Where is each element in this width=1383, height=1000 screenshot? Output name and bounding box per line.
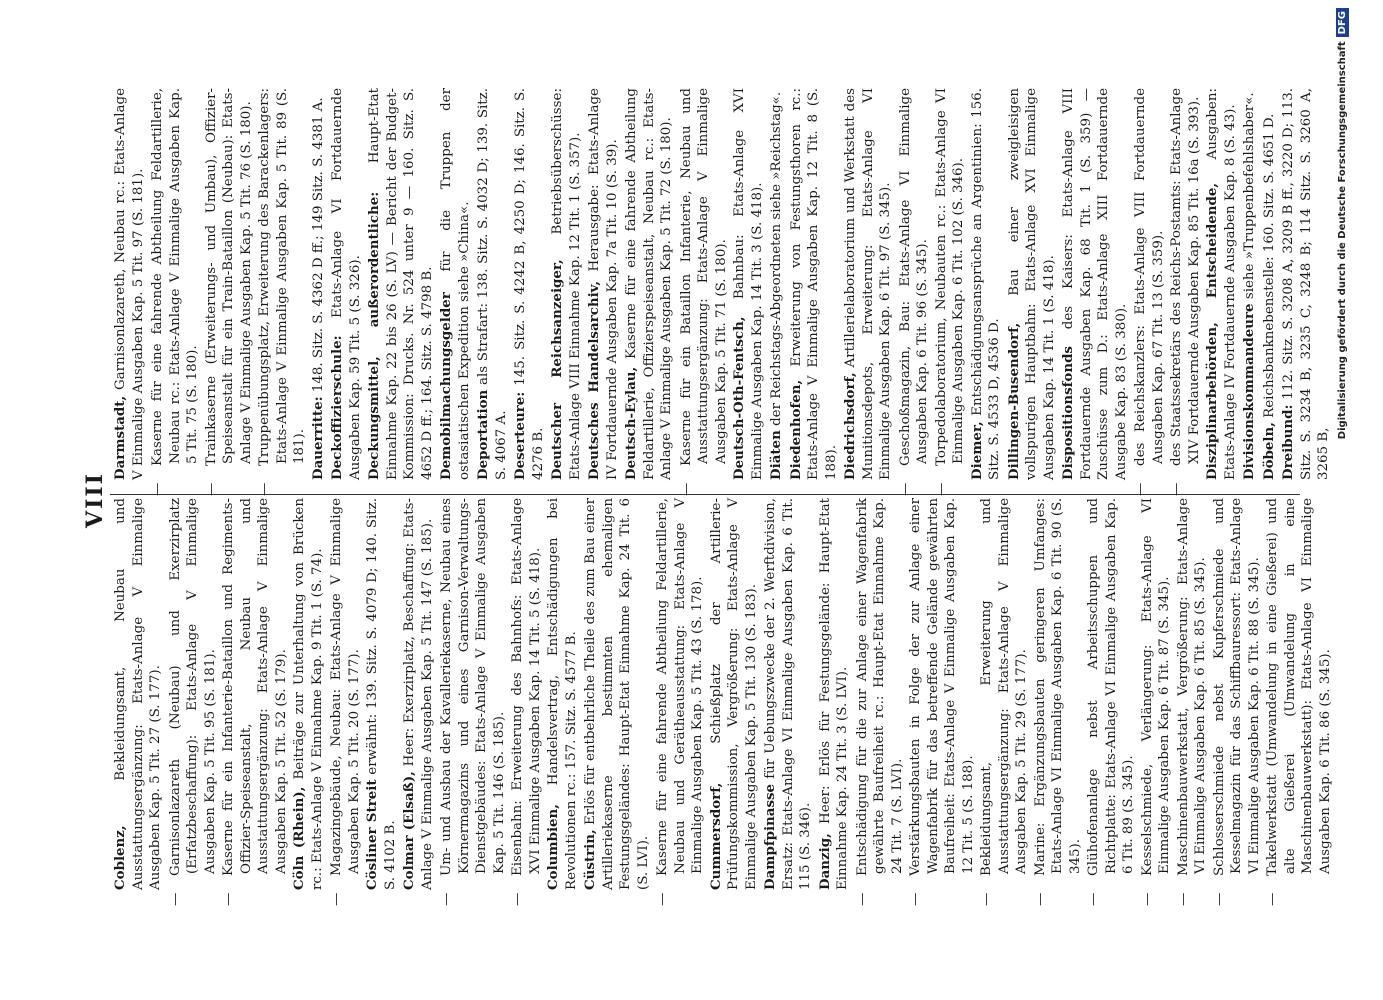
index-text: Beiträge zur Unterhaltung von Brücken rc.: Etats-Anlage V Einnahme Kap. 9 Tit. 1 (S. 74). [292,498,325,890]
index-subentry [1168,88,1203,496]
index-subentry [678,88,731,496]
index-text: Um- und Ausbau der Kavalleriekaserne, Neubau eines Körnermagazins und eines Garnison-Verwaltungs-Dienstgebäudes: Etats-Anlage V Einmalige Ausgaben Kap. 5 Tit. 146 (S. 185). [439,498,507,876]
index-keyword: Diemer, [968,421,985,480]
index-keyword: Deserteure: [512,391,528,480]
index-text: Takelwerkstatt (Umwandelung in eine Gießerei) und alte Gießerei (Umwandelung in eine Maschinenbauwerkstatt): Etats-Anlage VI Einmalige Ausgaben Kap. 6 Tit. 86 (S. 345). [1265,498,1333,876]
dash-marker: — [854,892,870,906]
index-entry [1261,88,1279,480]
index-subentry [438,498,508,906]
index-entry [475,88,510,480]
index-text: Heer: Exerzirplatz, Beschaffung: Etats-Anlage V Einmalige Ausgaben Kap. 5 Tit. 147 (S. 185). [402,498,435,890]
index-entry [582,498,652,890]
index-text: Kaserne für eine fahrende Abtheilung Feldartillerie, Neubau rc.: Etats-Anlage V Einmalige Ausgaben Kap. 5 Tit. 75 (S. 180). [150,88,200,466]
index-keyword: Döbeln, [1260,422,1277,480]
page-number: VIII [82,472,108,528]
index-text: Maschinenbauwerkstatt, Vergrößerung: Etats-Anlage VI Einmalige Ausgaben Kap. 6 Tit. 85 (S. 345). [1175,498,1208,876]
index-text: für die Truppen der ostasiatischen Expedition siehe »China«. [439,88,472,480]
index-text: Entschädigung für die zur Anlage einer Wagenfabrik gewährte Baufreiheit rc.: Haupt-Etat Einnahme Kap. 24 Tit. 7 (S. LVI). [854,498,905,876]
index-subentry [328,498,363,906]
index-text: des Kaisers: Etats-Anlage VIII Fortdauernde Ausgaben Kap. 68 Tit. 1 (S. 359) — Zuschüsse zum D.: Etats-Anlage XIII Fortdauernde Ausgabe Kap. 83 (S. 380). [1061,88,1129,480]
index-keyword: Dauerritte: [309,396,326,480]
index-keyword: Deckungsmittel, außerordentliche: [366,191,382,480]
dash-marker: — [203,482,219,496]
index-entry [1060,88,1130,480]
index-text: Glühofenanlage nebst Arbeitsschuppen und Richtplatte: Etats-Anlage VI Einmalige Ausgaben Kap. 6 Tit. 89 (S. 345). [1086,498,1136,876]
index-keyword: Deutsch-Eylau, [623,366,639,480]
index-text: als Strafart: 138. Sitz. S. 4032 D; 139. Sitz. S. 4067 A. [476,88,509,480]
index-keyword: Diäten [768,430,784,480]
index-text: Verstärkungsbauten in Folge der zur Anlage einer Wagenfabrik für das betreffende Gelände gewährten Baufreiheit: Etats-Anlage V Einmalige Ausgaben Kap. 12 Tit. 5 (S. 188). [908,498,976,876]
index-text: Bau einer zweigleisigen vollspurigen Hauptbahn: Etats-Anlage XVI Einmalige Ausgaben Kap. 14 Tit. 1 (S. 418). [1006,88,1057,480]
index-text: Kaserne für ein Infanterie-Bataillon und Regiments-Offizier-Speiseanstalt, Neubau und Ausstattungsergänzung: Etats-Anlage V Einmalige Ausgaben Kap. 5 Tit. 52 (S. 179). [221,498,289,876]
index-entry [512,88,547,480]
index-entry [364,498,399,890]
index-entry [112,88,147,480]
index-column-left [112,498,1335,906]
index-keyword: Deutscher Reichsanzeiger, [549,259,565,480]
index-column-right [112,87,1335,496]
index-subentry [220,498,290,906]
index-keyword: Deckoffizierschule: [329,335,345,480]
dash-marker: — [221,892,236,906]
index-text: Reichsbanknebenstelle: 160. Sitz. S. 4651 D. [1261,113,1277,423]
index-subentry [1175,498,1210,906]
index-text: Artillerielaboratorium und Werkstatt des Munitionsdepots, Erweiterung: Etats-Anlage VI Einmalige Ausgaben Kap. 6 Tit. 97 (S. 345). [843,88,893,480]
index-keyword: Danzig, [816,833,833,890]
dash-marker: — [678,482,694,496]
dash-marker: — [897,482,913,496]
index-keyword: Diedenhofen, [787,379,804,480]
index-keyword: Deutsches Handelsarchiv, [586,280,602,480]
index-text: Trainkaserne (Erweiterungs- und Umbau), Offizier-Speiseanstalt für ein Train-Bataillon (Neubau): Etats-Anlage V Einmalige Ausgaben Kap. 5 Tit. 76 (S. 180). [203,88,254,466]
index-text: Schießplatz der Artillerie-Prüfungskommission, Vergrößerung: Etats-Anlage V Einmalige Ausgaben Kap. 5 Tit. 130 (S. 183). [708,498,759,890]
index-text: Entschädigungsansprüche an Argentinien: 156. Sitz. S. 4533 D, 4536 D. [969,88,1002,480]
index-keyword: Deutsch-Oth-Fentsch, [731,316,747,480]
dash-marker: — [150,482,165,496]
index-keyword: Demobilmachungsgelder [438,292,454,480]
index-subentry [978,498,1031,906]
index-subentry [256,88,309,496]
index-text: Kesselschmiede, Verlängerung: Etats-Anlage VI Einmalige Ausgaben Kap. 6 Tit. 87 (S. 345). [1139,498,1172,876]
index-entry [969,88,1004,480]
index-entry [768,88,786,480]
index-text: Eisenbahn: Erweiterung des Bahnhofs: Etats-Anlage XVI Einmalige Ausgaben Kap. 14 Tit. 5 (S. 418). [510,498,543,876]
index-text: Betriebsüberschüsse: Etats-Anlage VIII Einnahme Kap. 12 Tit. 1 (S. 357). [550,88,583,480]
index-text: Schlosserschmiede nebst Kupferschmiede und Kesselmagazin für das Schiffbauressort: Etats-Anlage VI Einmalige Ausgaben Kap. 6 Tit. 88 (S. 345). [1211,498,1262,876]
dash-marker: — [1169,482,1184,496]
dash-marker: — [167,892,183,906]
index-text: Kaserne für eine fahrende Abtheilung Feldartillerie, Offizierspeiseanstalt, Neubau rc.: Etats-Anlage V Einmalige Ausgaben Kap. 5 Tit. 72 (S. 180). [624,88,674,480]
index-text: Heer: Erlös für Festungsgelände: Haupt-Etat Einnahme Kap. 24 Tit. 3 (S. LVI). [817,498,850,890]
dash-marker: — [1086,892,1101,906]
index-text: Magazingebäude, Neubau: Etats-Anlage V Einmalige Ausgaben Kap. 5 Tit. 20 (S. 177). [329,498,362,876]
index-keyword: Dampfpinasse [762,783,778,890]
index-subentry [149,88,202,496]
index-subentry [1139,498,1174,906]
dash-marker: — [329,892,344,906]
index-entry [762,498,815,890]
digitization-text: Digitalisierung gefördert durch die Deutsche Forschungsgemeinschaft [1337,41,1348,440]
index-entry [1006,88,1059,480]
index-entry [623,88,676,480]
index-entry [310,88,328,480]
dash-marker: — [1175,892,1191,906]
index-entry [291,498,326,890]
index-text: Kaserne für ein Bataillon Infanterie, Neubau und Ausstattungsergänzung: Etats-Anlage V Einmalige Ausgaben Kap. 5 Tit. 71 (S. 180). [678,88,729,466]
index-text: 148. Sitz. S. 4362 D ff.; 149 Sitz. S. 4381 A. [310,97,326,397]
index-subentry [509,498,544,906]
dash-marker: — [1139,892,1155,906]
index-keyword: Columbien, [545,804,561,890]
column-divider [110,494,1300,495]
index-text: Garnisonlazareth (Neubau) und Exerzirplatz (Erfatzbeschaffung): Etats-Anlage V Einmalige Ausgaben Kap. 5 Tit. 95 (S. 181). [167,498,218,876]
index-text: Marine: Ergänzungsbauten geringeren Umfanges: Etats-Anlage VI Einmalige Ausgaben Kap. 6 Tit. 90 (S. 345). [1032,498,1083,876]
index-text: Etats-Anlage VI Fortdauernde Ausgaben Kap. 59 Tit. 5 (S. 326). [330,88,363,480]
index-text: erwähnt: 139. Sitz. S. 4079 D; 140. Sitz. S. 4102 B. [365,498,398,890]
dash-marker: — [257,482,272,496]
index-text: der Reichstags-Abgeordneten siehe »Reichstag«. [769,91,784,431]
index-entry [1241,88,1259,480]
index-keyword: Dispositionsfonds [1060,346,1076,480]
digitization-credit [1336,8,1349,439]
index-entry [112,498,165,890]
dash-marker: — [1265,892,1280,906]
index-entry [586,88,621,480]
index-text: für Uebungszwecke der 2. Werftdivision, Ersatz: Etats-Anlage VI Einmalige Ausgaben Kap. 6 Tit. 115 (S. 346). [763,498,813,890]
index-subentry [1264,498,1334,906]
index-keyword: Deportation [475,389,491,480]
index-entry [842,88,895,480]
index-entry [329,88,364,480]
index-entry [1204,88,1239,480]
index-text: Ausgaben: Etats-Anlage IV Fortdauernde Ausgaben Kap. 8 (S. 43). [1205,88,1238,480]
index-text: des Reichskanzlers: Etats-Anlage VIII Fortdauernde Ausgaben Kap. 67 Tit. 13 (S. 359). [1133,88,1166,466]
index-text: Kaserne für eine fahrende Abtheilung Feldartillerie, Neubau und Gerätheausstattung: Etats-Anlage V Einmalige Ausgaben Kap. 5 Tit. 43 (S. 178). [655,498,705,876]
index-text: Erweiterung von Festungsthoren rc.: Etats-Anlage V Einmalige Ausgaben Kap. 12 Tit. 8 (S. 188). [788,88,839,480]
index-text: des Staatssekretärs des Reichs-Postamts: Etats-Anlage XIV Fortdauernde Ausgaben Kap. 85 Tit. 16a (S. 393). [1169,88,1202,466]
index-text: Geschoßmagazin, Bau: Etats-Anlage VI Einmalige Ausgaben Kap. 6 Tit. 96 (S. 345). [897,88,930,466]
index-subentry [167,498,220,906]
index-text: Bekleidungsamt, Neubau und Ausstattungsergänzung: Etats-Anlage V Einmalige Ausgaben Kap. 5 Tit. 27 (S. 177). [113,498,163,890]
dash-marker: — [908,892,923,906]
index-text: Torpedolaboratorium, Neubauten rc.: Etats-Anlage VI Einmalige Ausgaben Kap. 6 Tit. 102 (S. 346). [933,88,966,466]
dfg-logo: DFG [1336,8,1349,37]
index-text: Bahnbau: Etats-Anlage XVI Einmalige Ausgaben Kap. 14 Tit. 3 (S. 418). [732,88,765,480]
index-entry [731,88,766,480]
index-subentry [897,88,932,496]
index-keyword: Divisionskommandeure [1241,303,1257,480]
index-subentry [907,498,977,906]
dash-marker: — [1211,892,1227,906]
index-entry [438,88,473,480]
dash-marker: — [1133,482,1148,496]
index-entry [549,88,584,480]
dash-marker: — [655,892,670,906]
index-entry [1280,88,1333,480]
index-entry [708,498,761,890]
index-keyword: Coblenz, [112,825,128,890]
index-subentry [654,498,707,906]
index-subentry [1211,498,1264,906]
index-entry [366,88,436,480]
dash-marker: — [933,482,949,496]
index-keyword: Cummersdorf, [707,782,724,890]
index-text: 112. Sitz. S. 3208 A, 3209 B ff., 3220 D; 113. Sitz. S. 3234 B, 3235 C, 3248 B; 114 Sitz. S. 3260 A, 3265 B, [1281,88,1331,480]
index-subentry [1085,498,1138,906]
index-keyword: Cöln (Rhein), [291,786,307,890]
index-keyword: Colmar (Elsaß), [401,771,417,890]
index-text: siehe »Truppenbefehlshaber«. [1242,92,1257,304]
dash-marker: — [979,892,994,906]
dash-marker: — [1032,892,1048,906]
index-text: Handelsvertrag, Entschädigungen bei Revolutionen rc.: 157. Sitz. S. 4577 B. [546,498,579,890]
index-text: 145. Sitz. S. 4242 B, 4250 D; 146. Sitz. S. 4276 B. [513,88,546,480]
index-text: Erlös für entbehrliche Theile des zum Bau einer Artilleriekaserne bestimmten ehemaligen Festungsgeländes: Haupt-Etat Einnahme Kap. 24 Tit. 6 (S. LVI). [583,498,651,890]
index-keyword: Dreibund: [1280,404,1296,480]
index-text: Truppenübungsplatz, Erweiterung des Barackenlagers: Etats-Anlage V Einmalige Ausgaben Kap. 5 Tit. 89 (S. 181). [257,88,307,466]
dash-marker: — [510,892,525,906]
index-entry [817,498,852,890]
index-keyword: Diedrichsdorf, [842,372,858,480]
index-text: Herausgabe: Etats-Anlage IV Fortdauernde Ausgaben Kap. 7a Tit. 10 (S. 39). [587,88,620,480]
index-subentry [854,498,907,906]
index-entry [401,498,436,890]
index-entry [545,498,580,890]
index-text: Bekleidungsamt, Erweiterung und Ausstattungsergänzung: Etats-Anlage V Einmalige Ausgaben Kap. 5 Tit. 29 (S. 177). [979,498,1029,876]
index-text: Haupt-Etat Einnahme Kap. 22 bis 26 (S. LV) — Bericht der Budget-Kommission: Drucks. Nr. 524 unter 9 — 160. Sitz. S. 4652 D ff.; 164. Sitz. S. 4798 B. [367,87,435,480]
index-subentry [203,88,256,496]
index-keyword: Dillingen-Busendorf, [1005,322,1022,480]
index-entry [788,88,841,480]
index-keyword: Disziplinarbehörden, Entscheidende, [1204,182,1220,480]
dash-marker: — [439,892,454,906]
index-keyword: Cösliner Streit [364,779,380,890]
index-subentry [1132,88,1167,496]
index-text: Garnisonlazareth, Neubau rc.: Etats-Anlage V Einmalige Ausgaben Kap. 5 Tit. 97 (S. 181). [113,88,146,480]
index-subentry [1032,498,1085,906]
index-keyword: Darmstadt, [112,395,128,480]
index-subentry [933,88,968,496]
index-keyword: Cüstrin, [582,829,598,890]
